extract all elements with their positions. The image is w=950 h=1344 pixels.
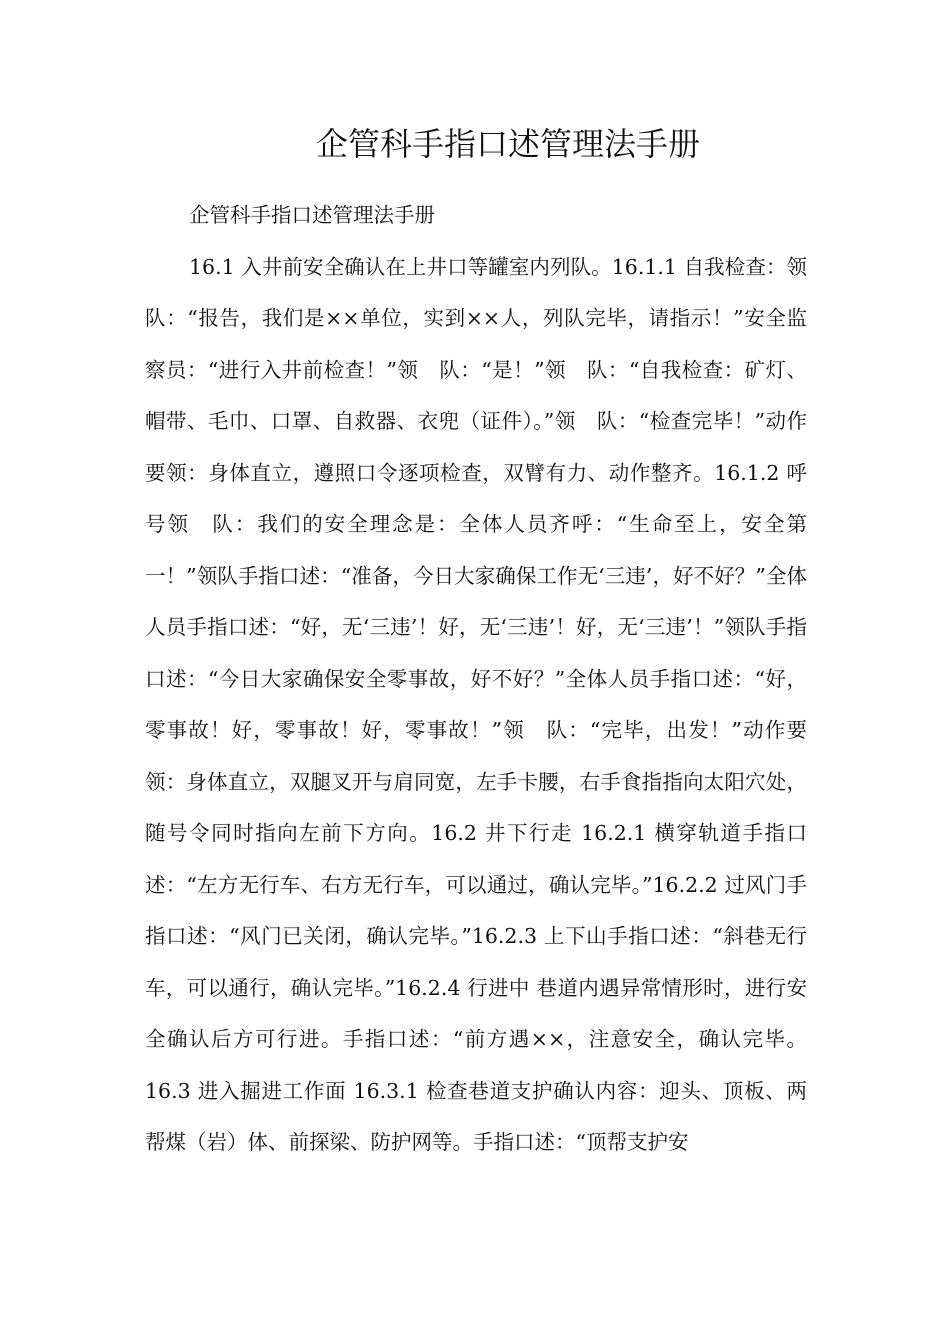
document-body <box>145 190 828 1169</box>
body-paragraph: 16.1 入井前安全确认在上井口等罐室内列队。16.1.1 自我检查：领 队：“报告，我们是××单位，实到××人，列队完毕，请指示！”安全监察员：“进行入井前检查！”领 队：“是！”领 队：“自我检查：矿灯、帽带、毛巾、口罩、自救器、衣兜（证件）。”领 队：“检查完毕！”动作要领：身体直立，遵照口令逐项检查，双臂有力、动作整齐。16.1.2 呼号领 队：我们的安全理念是：全体人员齐呼：“生命至上，安全第一！”领队手指口述：“准备，今日大家确保工作无‘三违’，好不好？”全体人员手指口述：“好，无‘三违’！好，无‘三违’！好，无‘三违’！”领队手指口述：“今日大家确保安全零事故，好不好？”全体人员手指口述：“好，零事故！好，零事故！好，零事故！”领 队：“完毕，出发！”动作要领：身体直立，双腿叉开与肩同宽，左手卡腰，右手食指指向太阳穴处，随号令同时指向左前下方向。16.2 井下行走 16.2.1 横穿轨道手指口述：“左方无行车、右方无行车，可以通过，确认完毕。”16.2.2 过风门手指口述：“风门已关闭，确认完毕。”16.2.3 上下山手指口述：“斜巷无行车，可以通行，确认完毕。”16.2.4 行进中 巷道内遇异常情形时，进行安全确认后方可行进。手指口述：“前方遇××，注意安全，确认完毕。16.3 进入掘进工作面 16.3.1 检查巷道支护确认内容：迎头、顶板、两帮煤（岩）体、前探梁、防护网等。手指口述：“顶帮支护安 <box>145 254 828 1154</box>
document-subtitle: 企管科手指口述管理法手册 <box>189 203 435 227</box>
document-title: 企管科手指口述管理法手册 <box>315 125 700 163</box>
